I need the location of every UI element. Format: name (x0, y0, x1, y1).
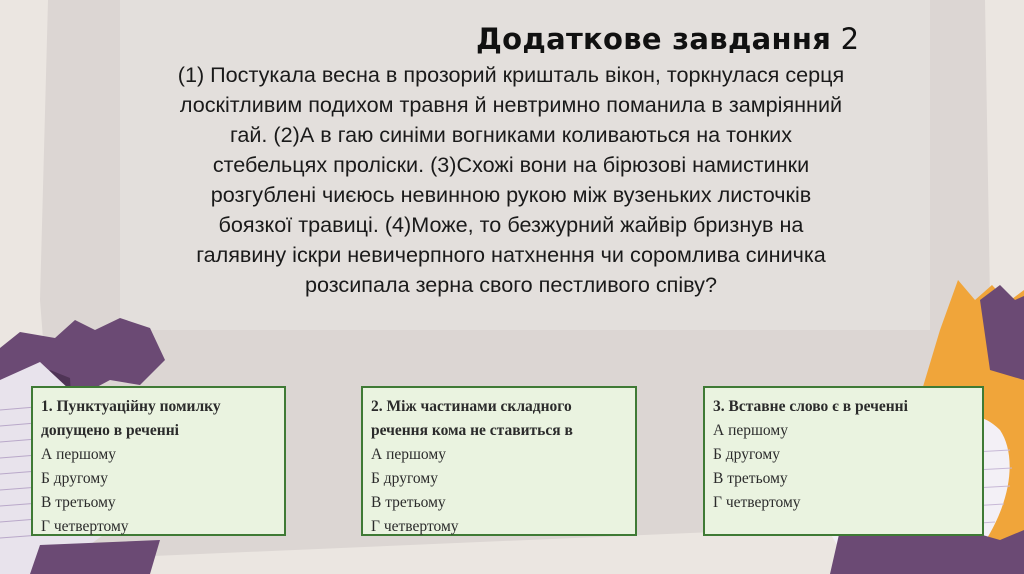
answer-option[interactable]: Б другому (41, 470, 108, 487)
passage-line: розсипала зерна свого пестливого співу? (305, 272, 717, 297)
answer-option[interactable]: Б другому (713, 446, 780, 463)
passage-text (12, 60, 1010, 300)
answer-option[interactable]: Г четвертому (41, 518, 129, 535)
question-text: речення кома не ставиться в (371, 422, 573, 439)
question-box-2 (361, 386, 637, 536)
slide-title-text: Додаткове завдання (476, 22, 832, 56)
answer-option[interactable]: Г четвертому (371, 518, 459, 535)
answer-option[interactable]: В третьому (41, 494, 116, 511)
question-text: допущено в реченні (41, 422, 179, 439)
answer-option[interactable]: А першому (41, 446, 116, 463)
passage-line: розгублені чиєюсь невинною рукою між вузеньких листочків (210, 182, 812, 207)
question-text: 3. Вставне слово є в реченні (713, 398, 908, 415)
answer-option[interactable]: А першому (713, 422, 788, 439)
question-box-3 (703, 386, 984, 536)
answer-option[interactable]: В третьому (371, 494, 446, 511)
answer-option[interactable]: В третьому (713, 470, 788, 487)
answer-option[interactable]: Б другому (371, 470, 438, 487)
answer-option[interactable]: А першому (371, 446, 446, 463)
passage-line: стебельцях проліски. (3)Схожі вони на бірюзові намистинки (212, 152, 810, 177)
slide-title (476, 22, 859, 56)
question-box-1 (31, 386, 286, 536)
passage-line: гай. (2)А в гаю синіми вогниками коливаються на тонких (229, 122, 793, 147)
passage-line: (1) Постукала весна в прозорий кришталь вікон, торкнулася серця (177, 62, 845, 87)
passage-line: лоскітливим подихом травня й невтримно поманила в замріянний (179, 92, 843, 117)
answer-option[interactable]: Г четвертому (713, 494, 801, 511)
passage-line: боязкої травиці. (4)Може, то безжурний жайвір бризнув на (218, 212, 804, 237)
question-text: 2. Між частинами складного (371, 398, 572, 415)
question-text: 1. Пунктуаційну помилку (41, 398, 221, 415)
passage-line: галявину іскри невичерпного натхнення чи соромлива синичка (196, 242, 826, 267)
slide-title-number: 2 (840, 22, 860, 56)
